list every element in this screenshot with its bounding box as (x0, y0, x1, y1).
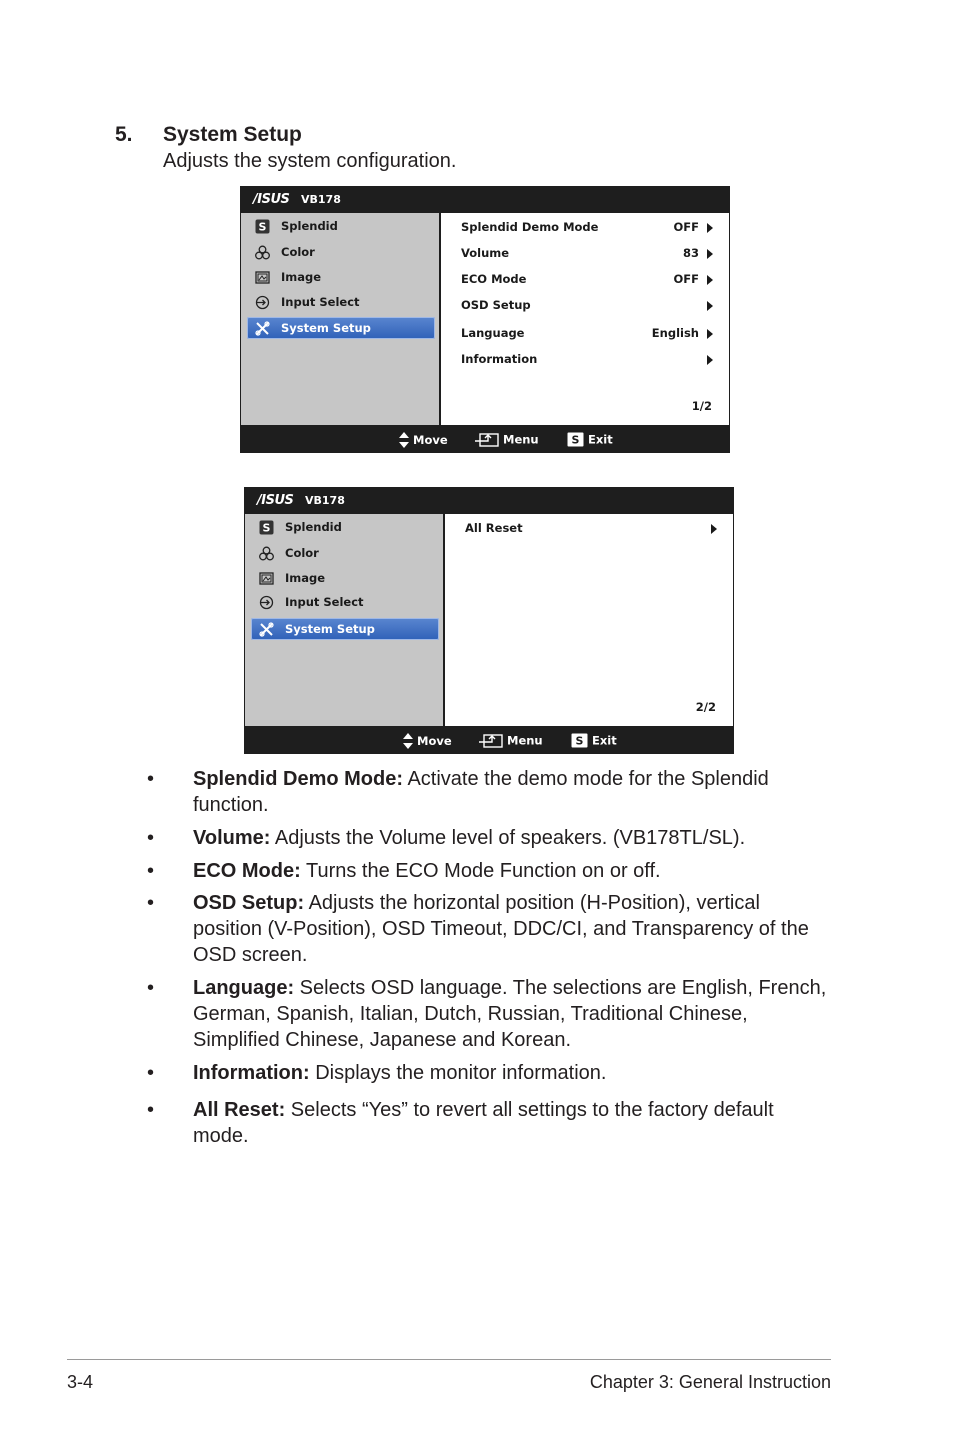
osd-main-menu (245, 514, 443, 726)
splendid-s-icon (571, 733, 588, 748)
exit-hint: S Exit (571, 733, 617, 749)
exit-hint: S Exit (567, 432, 613, 448)
option-splendid-demo-mode[interactable]: Splendid Demo Mode OFF (461, 220, 713, 236)
menu-item-input-select[interactable]: Input Select (247, 291, 435, 313)
svg-text:S: S (262, 521, 271, 535)
menu-item-splendid[interactable]: S Splendid (247, 215, 435, 237)
option-osd-setup[interactable]: OSD Setup (461, 298, 713, 314)
option-volume[interactable]: Volume 83 (461, 246, 713, 262)
option-information[interactable]: Information (461, 352, 713, 368)
menu-item-splendid[interactable]: S Splendid (251, 516, 439, 538)
arrow-right-icon (707, 301, 713, 311)
arrow-right-icon (707, 355, 713, 365)
osd-header (244, 487, 734, 513)
footer-divider (67, 1359, 831, 1360)
svg-text:S: S (571, 433, 580, 447)
image-icon (259, 571, 274, 586)
page-indicator: 2/2 (695, 700, 716, 714)
page-number: 3-4 (67, 1372, 94, 1392)
option-eco-mode[interactable]: ECO Mode OFF (461, 272, 713, 288)
arrow-right-icon (707, 329, 713, 339)
menu-item-color[interactable]: Color (251, 542, 439, 564)
color-circles-icon (255, 245, 270, 260)
chapter-title: Chapter 3: General Instruction (589, 1372, 831, 1392)
enter-icon (475, 433, 499, 447)
tools-icon (255, 321, 270, 336)
osd-footer (240, 425, 730, 453)
arrow-right-icon (707, 223, 713, 233)
enter-icon (479, 734, 503, 748)
osd-submenu (441, 213, 729, 425)
option-all-reset[interactable]: All Reset (465, 521, 717, 537)
image-icon (255, 270, 270, 285)
section-title: System Setup (163, 123, 302, 146)
splendid-s-icon (567, 432, 584, 447)
osd-screenshot-page-2 (244, 487, 734, 754)
tools-icon (259, 622, 274, 637)
option-language[interactable]: Language English (461, 326, 713, 342)
osd-footer (244, 726, 734, 754)
up-down-arrow-icon (399, 432, 409, 448)
svg-text:S: S (575, 734, 584, 748)
splendid-s-icon (259, 520, 274, 535)
menu-hint: Menu (475, 432, 539, 448)
input-select-icon (259, 595, 274, 610)
input-select-icon (255, 295, 270, 310)
move-hint: Move (399, 432, 448, 448)
arrow-right-icon (711, 524, 717, 534)
asus-logo: /ISUS (253, 192, 290, 207)
menu-item-system-setup[interactable]: System Setup (251, 618, 439, 640)
splendid-s-icon (255, 219, 270, 234)
color-circles-icon (259, 546, 274, 561)
osd-main-menu (241, 213, 439, 425)
arrow-right-icon (707, 275, 713, 285)
up-down-arrow-icon (403, 733, 413, 749)
menu-item-image[interactable]: Image (247, 266, 435, 288)
model-name: VB178 (301, 193, 341, 206)
osd-screenshot-page-1 (240, 186, 730, 453)
arrow-right-icon (707, 249, 713, 259)
menu-hint: Menu (479, 733, 543, 749)
menu-item-image[interactable]: Image (251, 567, 439, 589)
section-description: Adjusts the system configuration. (163, 150, 457, 172)
model-name: VB178 (305, 494, 345, 507)
asus-logo: /ISUS (257, 493, 294, 508)
svg-text:S: S (258, 220, 267, 234)
menu-item-input-select[interactable]: Input Select (251, 591, 439, 613)
section-number: 5. (115, 123, 133, 146)
move-hint: Move (403, 733, 452, 749)
page-indicator: 1/2 (691, 399, 712, 413)
osd-header (240, 186, 730, 212)
menu-item-system-setup[interactable]: System Setup (247, 317, 435, 339)
menu-item-color[interactable]: Color (247, 241, 435, 263)
osd-submenu (445, 514, 733, 726)
